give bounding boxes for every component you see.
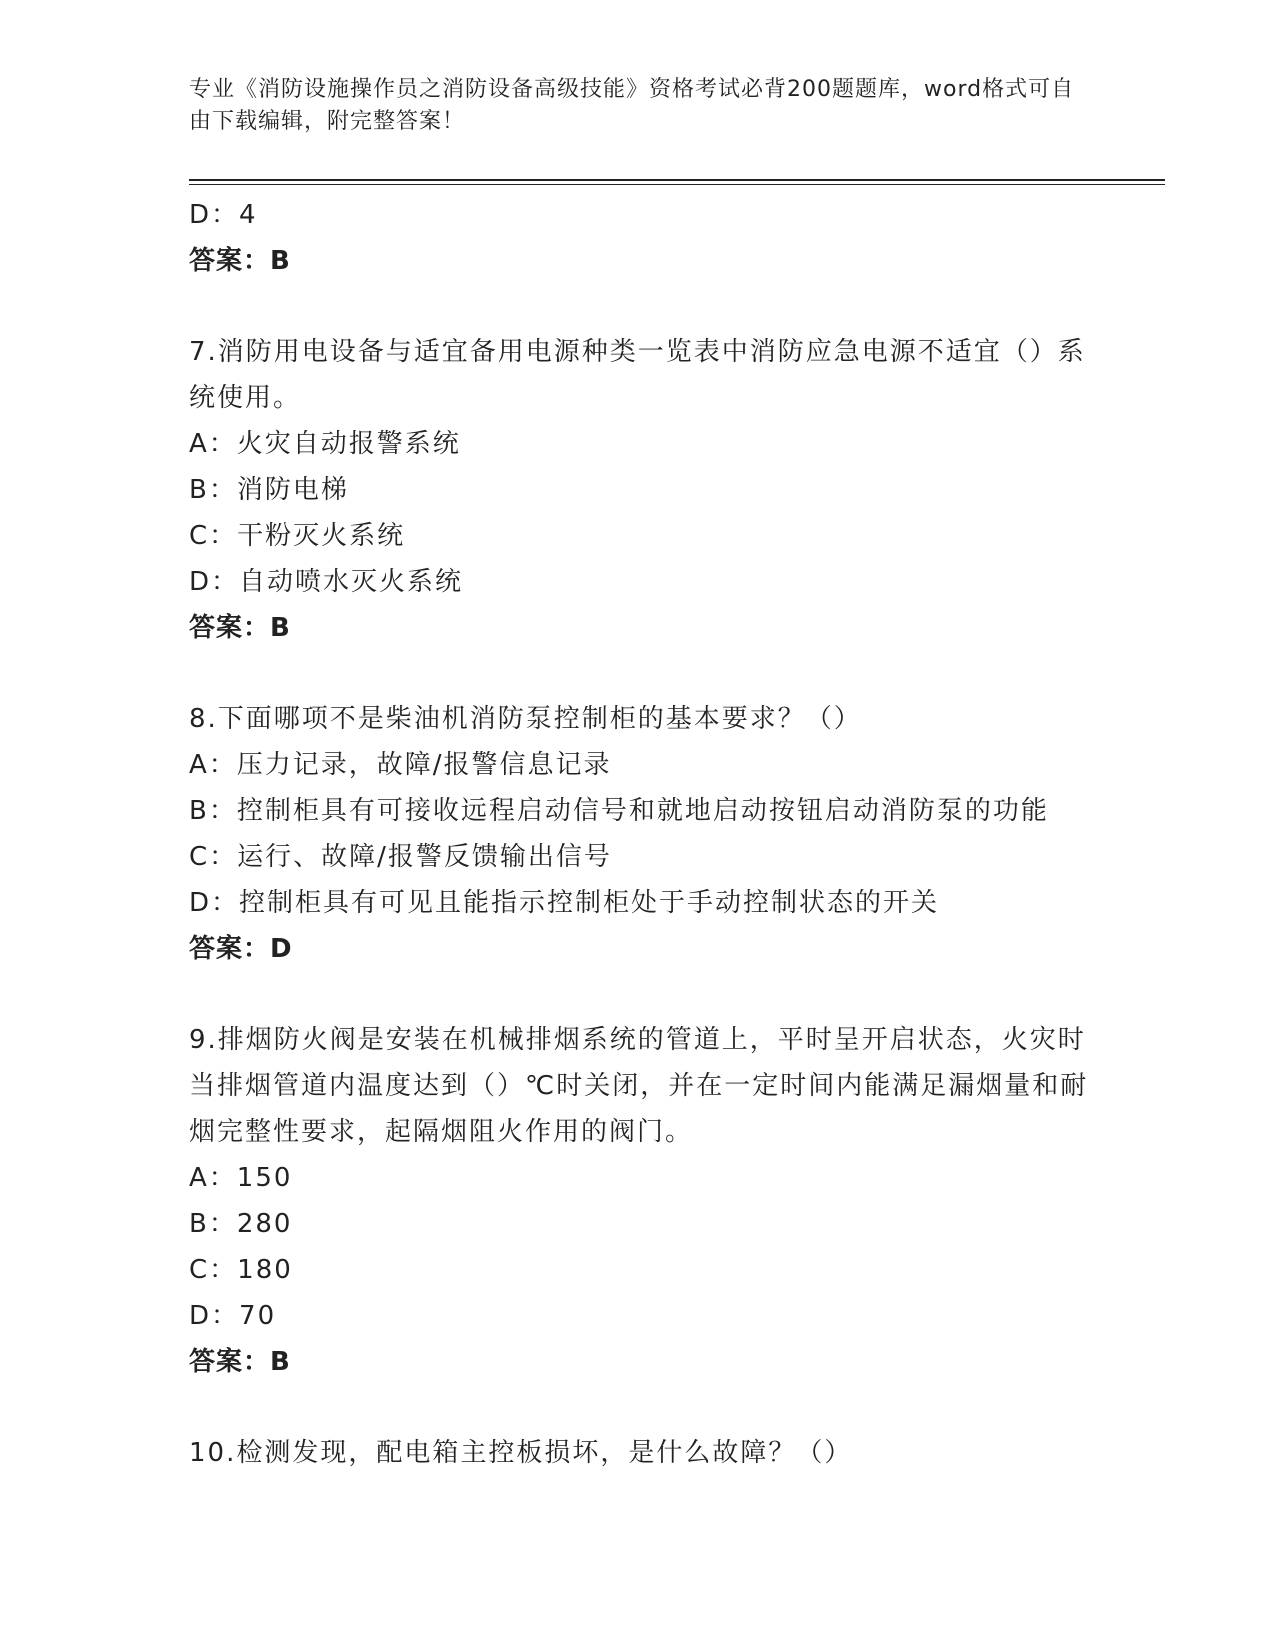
previous-question-answer: 答案：B — [189, 246, 291, 276]
option-c: C：运行、故障/报警反馈输出信号 — [189, 842, 612, 872]
question-spacer — [189, 284, 1089, 329]
question-8 — [189, 696, 1089, 972]
question-9 — [189, 1017, 1089, 1385]
option-c: C：180 — [189, 1255, 293, 1285]
question-7 — [189, 329, 1089, 651]
option-c: C：干粉灭火系统 — [189, 521, 406, 551]
option-a: A：压力记录，故障/报警信息记录 — [189, 750, 612, 780]
question-stem: 9.排烟防火阀是安装在机械排烟系统的管道上，平时呈开启状态，火灾时当排烟管道内温度达到（）℃时关闭，并在一定时间内能满足漏烟量和耐烟完整性要求，起隔烟阻火作用的阀门。 — [189, 1025, 1089, 1147]
option-b: B：280 — [189, 1209, 293, 1239]
question-answer: 答案：D — [189, 934, 293, 964]
option-a: A：150 — [189, 1163, 293, 1193]
header-divider-thin — [189, 184, 1165, 185]
previous-question-option-d: D：4 — [189, 200, 258, 230]
header-divider-thick — [189, 179, 1165, 181]
option-d: D：70 — [189, 1301, 277, 1331]
option-b: B：消防电梯 — [189, 475, 349, 505]
option-a: A：火灾自动报警系统 — [189, 429, 461, 459]
question-content — [189, 192, 1089, 1476]
question-spacer — [189, 1385, 1089, 1430]
question-spacer — [189, 651, 1089, 696]
question-spacer — [189, 972, 1089, 1017]
option-b: B：控制柜具有可接收远程启动信号和就地启动按钮启动消防泵的功能 — [189, 796, 1049, 826]
option-d: D：控制柜具有可见且能指示控制柜处于手动控制状态的开关 — [189, 888, 940, 918]
question-stem: 7.消防用电设备与适宜备用电源种类一览表中消防应急电源不适宜（）系统使用。 — [189, 337, 1086, 413]
question-answer: 答案：B — [189, 613, 291, 643]
document-header-title: 专业《消防设施操作员之消防设备高级技能》资格考试必背200题题库，word格式可自由下载编辑，附完整答案！ — [189, 77, 1075, 134]
question-stem: 8.下面哪项不是柴油机消防泵控制柜的基本要求？（） — [189, 704, 862, 734]
option-d: D：自动喷水灭火系统 — [189, 567, 464, 597]
question-answer: 答案：B — [189, 1347, 291, 1377]
question-stem: 10.检测发现，配电箱主控板损坏，是什么故障？（） — [189, 1438, 853, 1468]
question-10 — [189, 1430, 1089, 1476]
